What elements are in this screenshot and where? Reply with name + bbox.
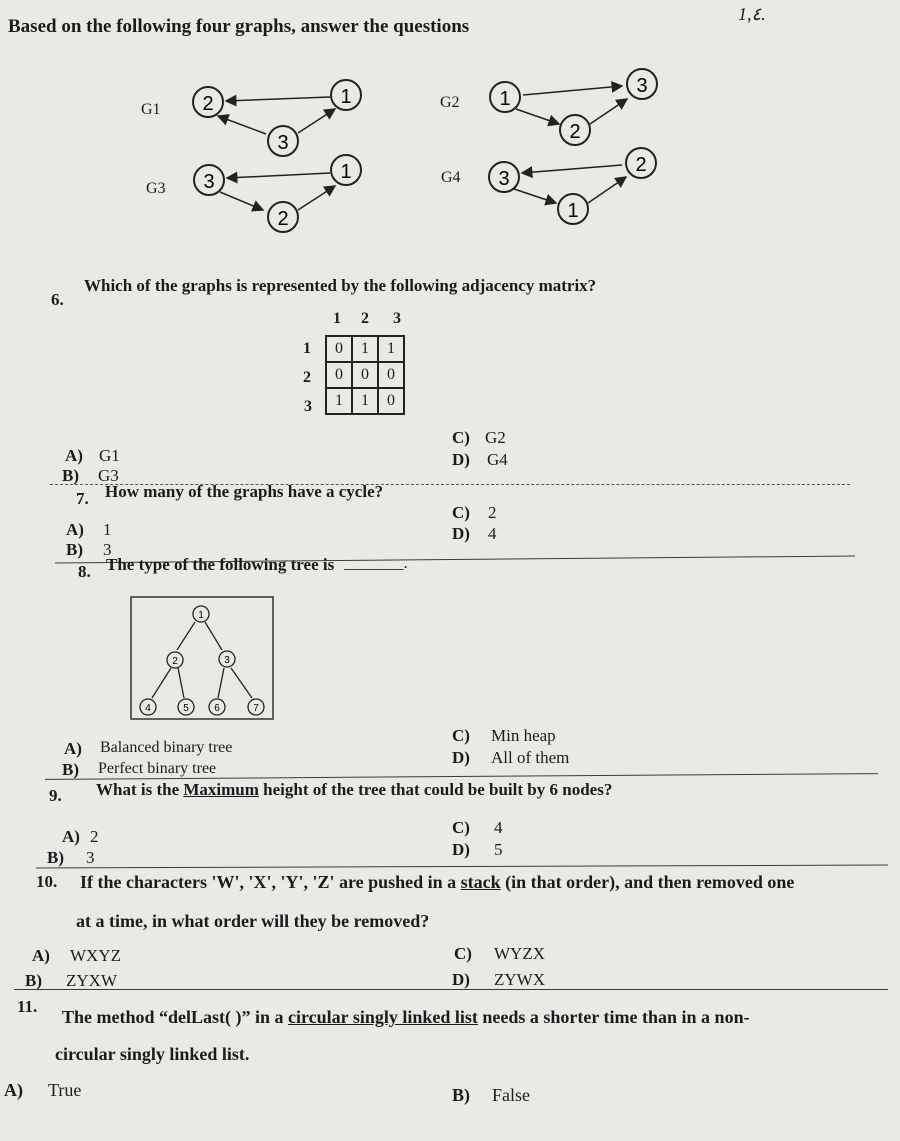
matrix-col-header-2: 2 (361, 310, 369, 327)
matrix-cell: 0 (352, 362, 378, 388)
q10-option-d-letter[interactable]: D) (452, 970, 470, 989)
q6-option-c-letter[interactable]: C) (452, 428, 470, 447)
q7-option-c-text[interactable]: 2 (488, 503, 497, 522)
graph-g2 (490, 69, 657, 145)
q8-blank: _______. (344, 553, 408, 572)
graph-label-g2: G2 (440, 94, 460, 111)
q10-option-c-letter[interactable]: C) (454, 944, 472, 963)
q10-option-a-text[interactable]: WXYZ (70, 946, 121, 965)
matrix-row-header-2: 2 (303, 369, 311, 386)
g4-node-label-1: 1 (567, 200, 579, 222)
divider (14, 989, 888, 990)
q6-option-a-letter[interactable]: A) (65, 446, 83, 465)
tree-node-label: 5 (183, 703, 189, 714)
g4-node-label-3: 3 (498, 168, 510, 190)
q10-line1-after: (in that order), and then removed one (500, 872, 795, 892)
matrix-cell: 1 (326, 388, 352, 414)
q7-option-b-letter[interactable]: B) (66, 540, 83, 559)
g3-node-label-3: 3 (203, 171, 215, 193)
q9-number: 9. (49, 786, 62, 805)
q9-option-d-text[interactable]: 5 (494, 840, 503, 859)
q10-option-b-text[interactable]: ZYXW (66, 971, 117, 990)
q10-option-a-letter[interactable]: A) (32, 946, 50, 965)
graph-g3 (194, 155, 361, 232)
q7-option-d-text[interactable]: 4 (488, 524, 497, 543)
tree-node-label: 3 (224, 655, 230, 666)
q9-text-after: height of the tree that could be built by 6 nodes? (258, 780, 613, 799)
q10-option-d-text[interactable]: ZYWX (494, 970, 545, 989)
q8-option-d-letter[interactable]: D) (452, 748, 470, 767)
graph-label-g3: G3 (146, 180, 166, 197)
g1-node-label-2: 2 (202, 93, 214, 115)
q10-option-c-text[interactable]: WYZX (494, 944, 545, 963)
q8-number: 8. (78, 562, 91, 581)
g3-node-label-2: 2 (277, 208, 289, 230)
q7-option-a-letter[interactable]: A) (66, 520, 84, 539)
q10-number: 10. (36, 872, 58, 891)
q9-option-c-letter[interactable]: C) (452, 818, 470, 837)
q9-text-before: What is the (96, 780, 184, 799)
q11-line1 (62, 1007, 750, 1028)
q8-option-b-letter[interactable]: B) (62, 760, 79, 779)
q8-option-b-text[interactable]: Perfect binary tree (98, 760, 217, 777)
tree-node-label: 2 (172, 656, 178, 667)
q7-option-c-letter[interactable]: C) (452, 503, 470, 522)
q9-option-b-text[interactable]: 3 (86, 848, 95, 867)
q11-line1-emphasis: circular singly linked list (288, 1007, 478, 1027)
matrix-row-header-1: 1 (303, 340, 311, 357)
q8-option-d-text[interactable]: All of them (491, 748, 570, 767)
q8-text: The type of the following tree is (106, 555, 335, 574)
q8-option-c-text[interactable]: Min heap (491, 726, 556, 745)
q11-option-a-letter[interactable]: A) (4, 1080, 23, 1100)
graph-g1 (193, 80, 361, 156)
instruction-text: Based on the following four graphs, answer the questions (8, 16, 470, 37)
q7-option-d-letter[interactable]: D) (452, 524, 470, 543)
tree-node-label: 7 (253, 703, 259, 714)
q10-line1-before: If the characters 'W', 'X', 'Y', 'Z' are pushed in a (80, 872, 461, 892)
q9-text (96, 780, 612, 800)
q6-text: Which of the graphs is represented by the following adjacency matrix? (84, 276, 597, 295)
matrix-col-header-3: 3 (393, 310, 401, 327)
q7-option-a-text[interactable]: 1 (103, 520, 112, 539)
q7-text: How many of the graphs have a cycle? (105, 482, 384, 501)
graph-label-g1: G1 (141, 101, 161, 118)
tree-node-label: 4 (145, 703, 151, 714)
q6-option-b-text[interactable]: G3 (98, 466, 119, 485)
q8-option-a-letter[interactable]: A) (64, 739, 82, 758)
q11-option-a-text[interactable]: True (48, 1080, 82, 1100)
q11-option-b-text[interactable]: False (492, 1085, 530, 1105)
q11-option-b-letter[interactable]: B) (452, 1085, 470, 1105)
q11-line2: circular singly linked list. (55, 1044, 250, 1064)
q6-option-d-text[interactable]: G4 (487, 450, 508, 469)
matrix-row-header-3: 3 (304, 398, 312, 415)
q10-line1 (80, 872, 794, 893)
q9-option-b-letter[interactable]: B) (47, 848, 64, 867)
g2-node-label-3: 3 (636, 75, 648, 97)
divider (36, 865, 888, 869)
handwritten-note: 1,٤. (738, 4, 766, 24)
matrix-cell: 1 (378, 336, 404, 362)
tree-node-label: 1 (198, 610, 204, 621)
matrix-col-header-1: 1 (333, 310, 341, 327)
g3-node-label-1: 1 (340, 161, 352, 183)
q6-option-c-text[interactable]: G2 (485, 428, 506, 447)
q7-number: 7. (76, 489, 89, 508)
graph-g4 (489, 148, 656, 224)
matrix-cell: 1 (352, 388, 378, 414)
q9-option-d-letter[interactable]: D) (452, 840, 470, 859)
q9-option-a-letter[interactable]: A) (62, 827, 80, 846)
q6-option-b-letter[interactable]: B) (62, 466, 79, 485)
q6-number: 6. (51, 290, 64, 309)
q10-option-b-letter[interactable]: B) (25, 971, 42, 990)
q7-option-b-text[interactable]: 3 (103, 540, 112, 559)
graphs-figure (0, 0, 900, 240)
q9-text-emphasis: Maximum (183, 780, 259, 799)
q8-option-a-text[interactable]: Balanced binary tree (100, 739, 233, 756)
graph-label-g4: G4 (441, 169, 461, 186)
g1-node-label-1: 1 (340, 86, 352, 108)
matrix-cell: 0 (378, 362, 404, 388)
q6-option-a-text[interactable]: G1 (99, 446, 120, 465)
q11-number: 11. (17, 997, 38, 1016)
g1-node-label-3: 3 (277, 132, 289, 154)
matrix-cell: 0 (326, 362, 352, 388)
q11-line1-before: The method “delLast( )” in a (62, 1007, 289, 1027)
matrix-cell: 0 (326, 336, 352, 362)
matrix-cell: 1 (352, 336, 378, 362)
g2-node-label-2: 2 (569, 121, 581, 143)
q8-option-c-letter[interactable]: C) (452, 726, 470, 745)
matrix-cell: 0 (378, 388, 404, 414)
q6-option-d-letter[interactable]: D) (452, 450, 470, 469)
tree-node-label: 6 (214, 703, 220, 714)
q10-line2: at a time, in what order will they be removed? (76, 911, 430, 931)
q11-line1-after: needs a shorter time than in a non- (477, 1007, 750, 1027)
tree-figure (130, 596, 275, 721)
adjacency-matrix (325, 335, 405, 415)
g2-node-label-1: 1 (499, 88, 511, 110)
g4-node-label-2: 2 (635, 154, 647, 176)
q10-line1-emphasis: stack (460, 872, 501, 892)
q9-option-c-text[interactable]: 4 (494, 818, 503, 837)
q9-option-a-text[interactable]: 2 (90, 827, 99, 846)
